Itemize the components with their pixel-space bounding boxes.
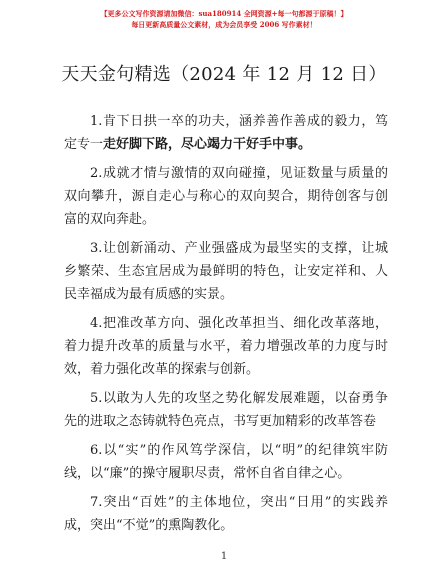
paragraph-7-text: 7.突出“百姓”的主体地位，突出“日用”的实践养成，突出“不觉”的熏陶教化。 bbox=[64, 495, 388, 533]
banner-line-1: 【更多公文写作资源请加微信：sua180914 全网资源+每一句都源于原稿！】 bbox=[100, 9, 348, 18]
page-title: 天天金句精选（2024 年 12 月 12 日） bbox=[61, 64, 387, 85]
page-number: 1 bbox=[220, 551, 228, 562]
content-body bbox=[64, 110, 388, 543]
paragraph-7 bbox=[64, 491, 388, 537]
paragraph-1 bbox=[64, 110, 388, 156]
paragraph-5-text: 5.以敢为人先的攻坚之势化解发展难题，以奋勇争先的进取之态铸就特色亮点，书写更加精彩的改革答卷 bbox=[64, 391, 388, 429]
paragraph-2 bbox=[64, 162, 388, 231]
banner-line-2: 每日更新高质量公文素材，成为会员享受 2006 写作素材！ bbox=[131, 20, 317, 29]
paragraph-5 bbox=[64, 387, 388, 433]
paragraph-2-text: 2.成就才情与激情的双向碰撞，见证数量与质量的双向攀升，源自走心与称心的双向契合，期待创客与创富的双向奔赴。 bbox=[64, 166, 388, 227]
paragraph-1-bold: 走好脚下路，尽心竭力干好手中事。 bbox=[103, 137, 312, 152]
paragraph-4-text: 4.把准改革方向、强化改革担当、细化改革落地，着力提升改革的质量与水平，着力增强改革的力度与时效，着力强化改革的探索与创新。 bbox=[64, 316, 388, 377]
paragraph-4 bbox=[64, 312, 388, 381]
paragraph-6 bbox=[64, 439, 388, 485]
paragraph-3 bbox=[64, 237, 388, 306]
paragraph-6-text: 6.以“实”的作风笃学深信，以“明”的纪律筑牢防线，以“廉”的操守履职尽责，常怀自省自律之心。 bbox=[64, 443, 388, 481]
paragraph-3-text: 3.让创新涌动、产业强盛成为最坚实的支撑，让城乡繁荣、生态宜居成为最鲜明的特色，让安定祥和、人民幸福成为最有质感的实景。 bbox=[64, 241, 388, 302]
header-banner bbox=[0, 8, 448, 30]
paragraph-1-text: 1.肯下日拱一卒的功夫，涵养善作善成的毅力，笃定专一 bbox=[64, 114, 388, 152]
